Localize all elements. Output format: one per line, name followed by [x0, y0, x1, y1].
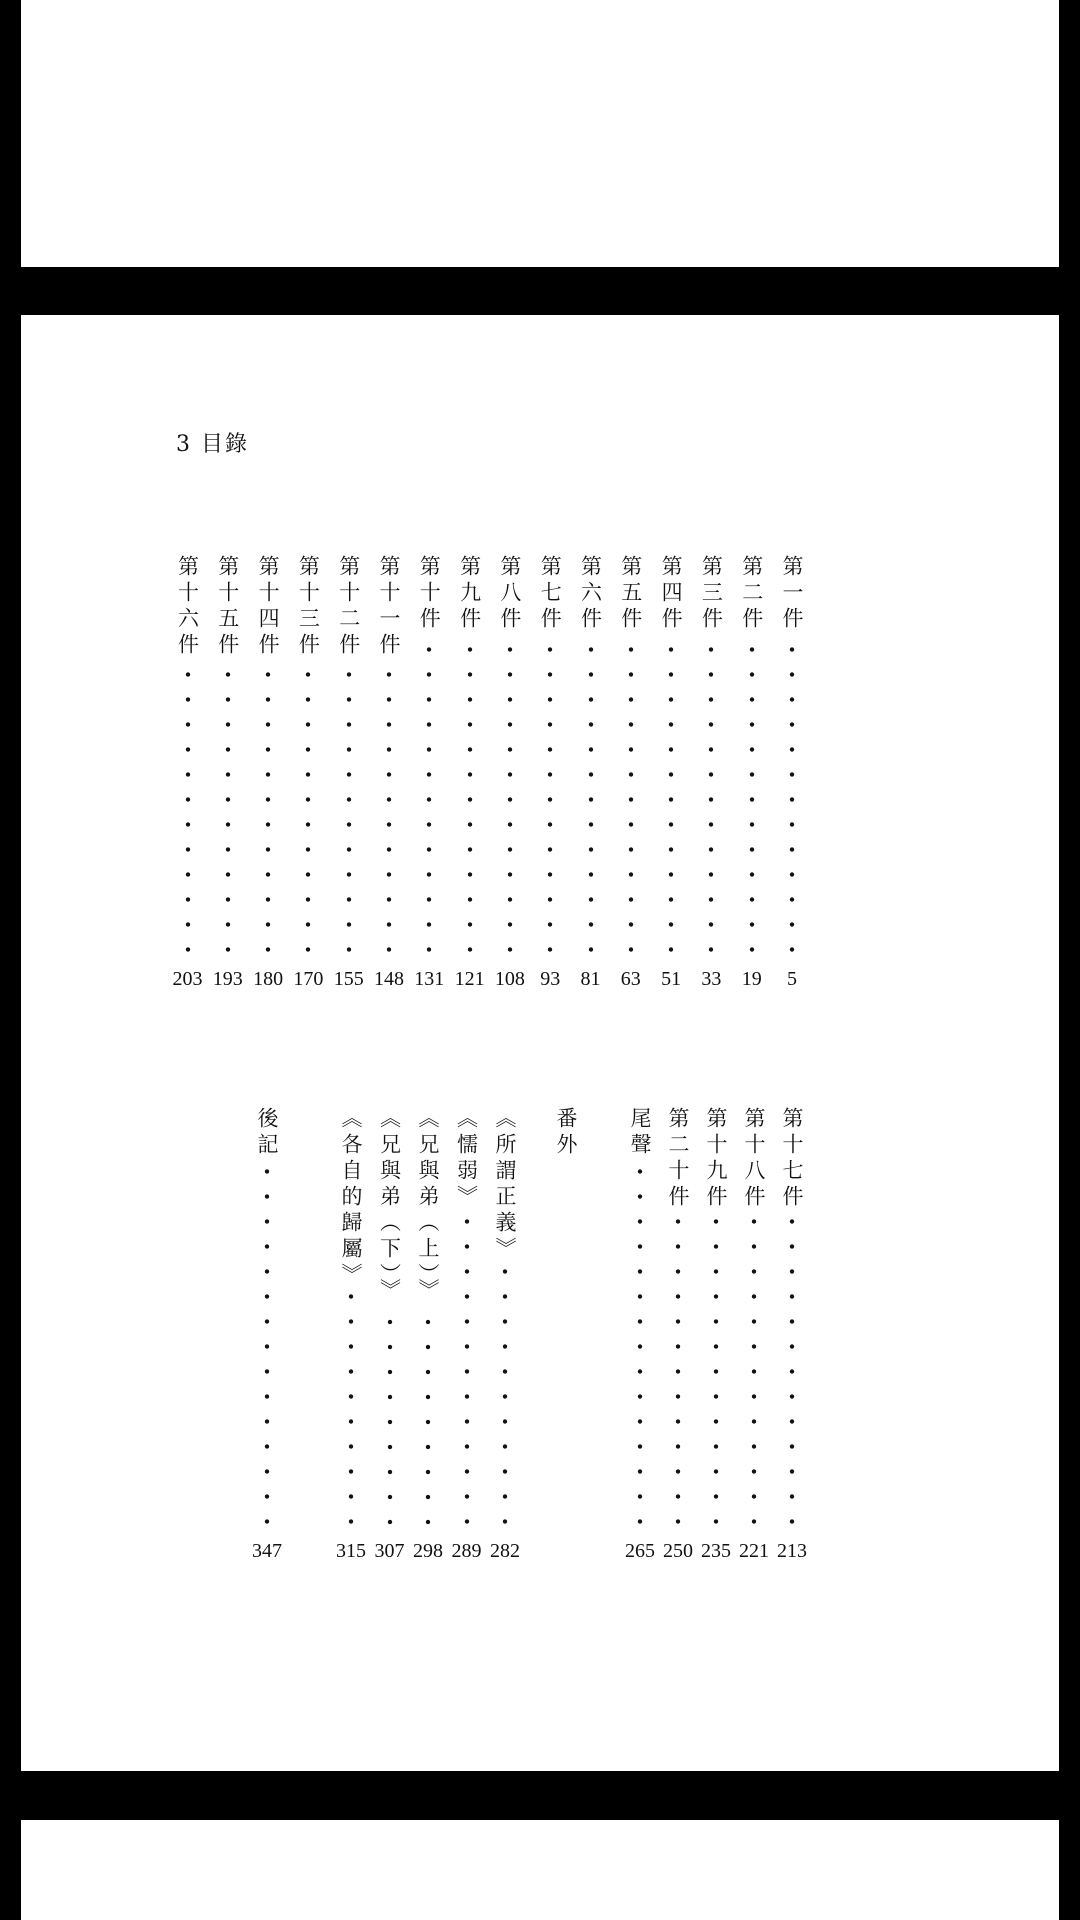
entry-page-number: 131 — [414, 968, 445, 990]
entry-page-number: 180 — [253, 968, 284, 990]
leader-dots — [374, 661, 404, 962]
entry-page-number: 347 — [252, 1540, 282, 1562]
leader-dots — [576, 635, 606, 962]
entry-title: 第十七件 — [780, 1107, 804, 1211]
entry-title: 《兄與弟（下）》 — [377, 1107, 402, 1305]
leader-dots — [414, 635, 444, 962]
leader-dots — [452, 1213, 482, 1534]
entry-page-number: 289 — [451, 1540, 482, 1562]
entry-page-number: 148 — [374, 968, 404, 990]
leader-dots — [413, 1307, 443, 1535]
entry-title: 第三件 — [699, 555, 724, 633]
leader-dots — [625, 1161, 655, 1534]
leader-dots — [334, 661, 364, 962]
leader-dots — [701, 1213, 731, 1534]
entry-title: 第五件 — [618, 555, 643, 633]
running-head: 3 目錄 — [176, 432, 249, 457]
leader-dots — [490, 1265, 520, 1534]
entry-title: 第十二件 — [336, 555, 361, 659]
entry-page-number: 93 — [540, 968, 561, 990]
entry-title: 第七件 — [538, 555, 563, 633]
entry-title: 第一件 — [780, 555, 804, 633]
entry-page-number: 282 — [490, 1540, 520, 1562]
entry-title: 第十件 — [417, 555, 442, 633]
entry-title: 《兄與弟（上）》 — [416, 1107, 440, 1305]
book-page — [21, 315, 1059, 1771]
entry-page-number: 81 — [580, 968, 601, 990]
entry-title: 第六件 — [578, 555, 603, 633]
entry-page-number: 250 — [663, 1540, 693, 1562]
leader-dots — [696, 635, 726, 962]
entry-title: 第十三件 — [296, 555, 321, 659]
entry-page-number: 213 — [777, 1540, 807, 1562]
leader-dots — [293, 661, 323, 962]
entry-page-number: 5 — [787, 968, 797, 990]
leader-dots — [252, 1161, 282, 1534]
entry-page-number: 235 — [701, 1540, 731, 1562]
leader-dots — [253, 661, 283, 962]
entry-page-number: 155 — [333, 968, 364, 990]
next-page — [21, 1820, 1059, 1920]
leader-dots — [375, 1307, 405, 1535]
entry-title: 第九件 — [457, 555, 482, 633]
entry-page-number: 19 — [741, 968, 762, 990]
entry-page-number: 170 — [293, 968, 324, 990]
entry-title: 《懦弱》 — [454, 1107, 479, 1211]
entry-title: 第二十件 — [666, 1107, 690, 1211]
leader-dots — [737, 635, 767, 962]
leader-dots — [656, 635, 686, 962]
entry-title: 第十一件 — [377, 555, 401, 659]
entry-title: 第十八件 — [742, 1107, 766, 1211]
entry-page-number: 51 — [661, 968, 682, 990]
entry-page-number: 203 — [172, 968, 203, 990]
leader-dots — [616, 635, 646, 962]
entry-page-number: 265 — [625, 1540, 655, 1562]
leader-dots — [777, 635, 807, 962]
entry-page-number: 307 — [374, 1540, 405, 1562]
leader-dots — [663, 1213, 693, 1534]
leader-dots — [739, 1213, 769, 1534]
entry-page-number: 315 — [336, 1540, 366, 1562]
entry-title: 《各自的歸屬》 — [339, 1107, 363, 1289]
leader-dots — [777, 1213, 807, 1534]
entry-title: 《所謂正義》 — [493, 1107, 517, 1263]
leader-dots — [535, 635, 565, 962]
entry-title: 第十六件 — [175, 555, 200, 659]
entry-page-number: 33 — [701, 968, 722, 990]
leader-dots — [336, 1291, 366, 1534]
entry-page-number: 221 — [739, 1540, 769, 1562]
previous-page — [21, 0, 1059, 267]
entry-title: 後記 — [255, 1107, 279, 1159]
leader-dots — [173, 661, 203, 962]
entry-title: 尾聲 — [628, 1107, 652, 1159]
entry-title: 第十四件 — [256, 555, 281, 659]
leader-dots — [213, 661, 243, 962]
entry-page-number: 121 — [454, 968, 485, 990]
entry-title: 第二件 — [739, 555, 764, 633]
entry-title: 第四件 — [659, 555, 684, 633]
entry-page-number: 193 — [212, 968, 243, 990]
section-heading-title: 番外 — [554, 1107, 578, 1159]
entry-page-number: 108 — [494, 968, 525, 990]
entry-page-number: 63 — [620, 968, 641, 990]
entry-title: 第十五件 — [215, 555, 240, 659]
entry-page-number: 298 — [413, 1540, 443, 1562]
entry-title: 第八件 — [497, 555, 522, 633]
leader-dots — [455, 635, 485, 962]
leader-dots — [495, 635, 525, 962]
entry-title: 第十九件 — [704, 1107, 728, 1211]
